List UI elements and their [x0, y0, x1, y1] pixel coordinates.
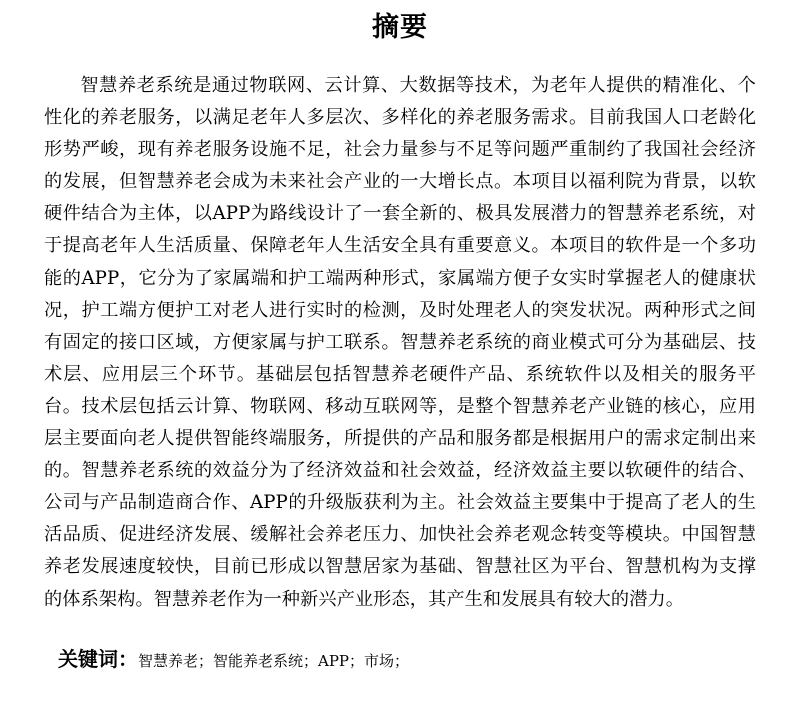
page-title: 摘要: [372, 12, 428, 43]
keywords-label: 关键词：: [58, 647, 138, 671]
abstract-paragraph: 智慧养老系统是通过物联网、云计算、大数据等技术，为老年人提供的精准化、个性化的养老服务，以满足老年人多层次、多样化的养老服务需求。目前我国人口老龄化形势严峻，现有养老服务设施不足，社会力量参与不足等问题严重制约了我国社会经济的发展，但智慧养老会成为未来社会产业的一大增长点。本项目以福利院为背景，以软硬件结合为主体，以APP为路线设计了一套全新的、极具发展潜力的智慧养老系统，对于提高老年人生活质量、保障老年人生活安全具有重要意义。本项目的软件是一个多功能的APP，它分为了家属端和护工端两种形式，家属端方便子女实时掌握老人的健康状况，护工端方便护工对老人进行实时的检测，及时处理老人的突发状况。两种形式之间有固定的接口区域，方便家属与护工联系。智慧养老系统的商业模式可分为基础层、技术层、应用层三个环节。基础层包括智慧养老硬件产品、系统软件以及相关的服务平台。技术层包括云计算、物联网、移动互联网等，是整个智慧养老产业链的核心，应用层主要面向老人提供智能终端服务，所提供的产品和服务都是根据用户的需求定制出来的。智慧养老系统的效益分为了经济效益和社会效益，经济效益主要以软硬件的结合、公司与产品制造商合作、APP的升级版获利为主。社会效益主要集中于提高了老人的生活品质、促进经济发展、缓解社会养老压力、加快社会养老观念转变等模块。中国智慧养老发展速度较快，目前已形成以智慧居家为基础、智慧社区为平台、智慧机构为支撑的体系架构。智慧养老作为一种新兴产业形态，其产生和发展具有较大的潜力。: [44, 75, 756, 610]
keywords-line: [58, 645, 758, 675]
keywords-text: 智慧养老；智能养老系统；APP；市场；: [138, 652, 410, 670]
